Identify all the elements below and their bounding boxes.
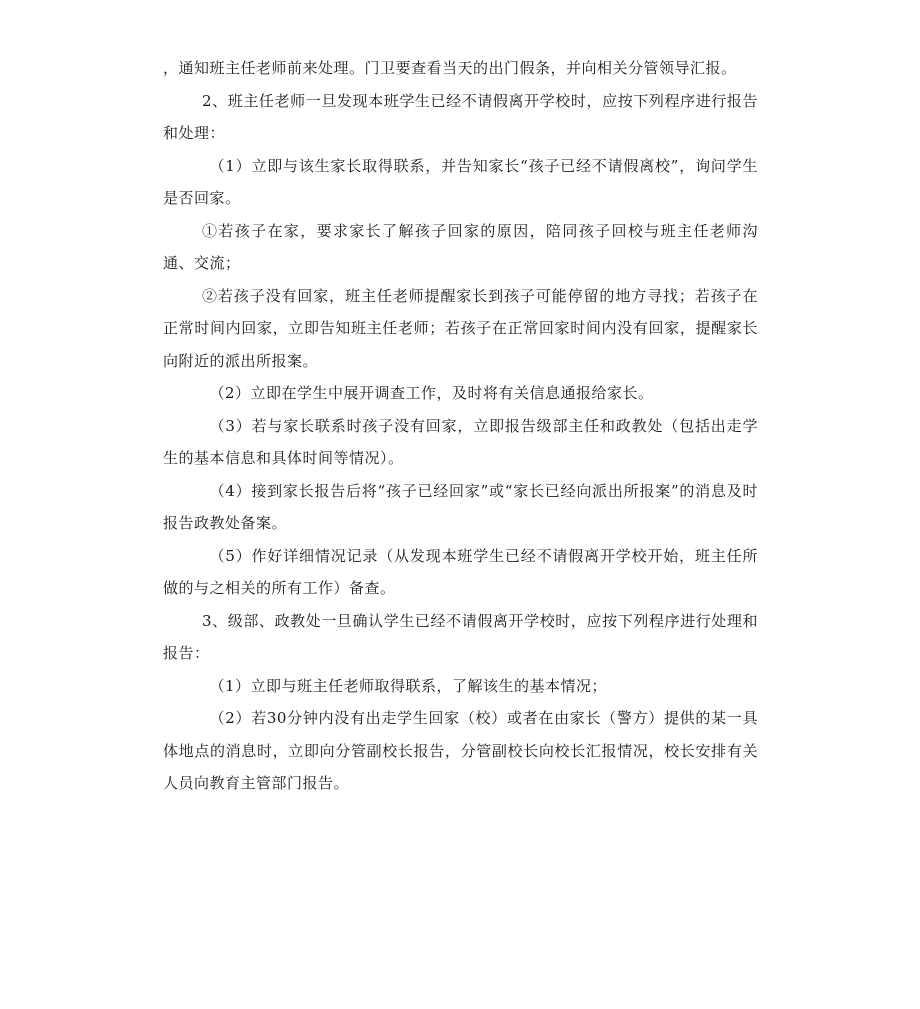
paragraph-2-item-3: （3）若与家长联系时孩子没有回家，立即报告级部主任和政教处（包括出走学生的基本信息和具体时间等情况）。 [163,416,758,467]
paragraph-3-item-2: （2）若30分钟内没有出走学生回家（校）或者在由家长（警方）提供的某一具体地点的消息时，立即向分管副校长报告，分管副校长向校长汇报情况，校长安排有关人员向教育主管部门报告。 [163,709,758,792]
paragraph-2-item-2: （2）立即在学生中展开调查工作，及时将有关信息通报给家长。 [209,384,654,402]
paragraph-section-2: 2、班主任老师一旦发现本班学生已经不请假离开学校时，应按下列程序进行报告和处理： [163,91,758,142]
paragraph-2-item-1-case-2: ②若孩子没有回家，班主任老师提醒家长到孩子可能停留的地方寻找；若孩子在正常时间内回家，立即告知班主任老师；若孩子在正常回家时间内没有回家，提醒家长向附近的派出所报案。 [163,286,758,370]
paragraph-continuation: ，通知班主任老师前来处理。门卫要查看当天的出门假条，并向相关分管领导汇报。 [163,59,737,77]
paragraph-2-item-4: （4）接到家长报告后将“孩子已经回家”或“家长已经向派出所报案”的消息及时报告政教处备案。 [163,481,758,532]
document-page [163,52,758,800]
paragraph-3-item-1: （1）立即与班主任老师取得联系，了解该生的基本情况； [209,676,608,695]
paragraph-2-item-5: （5）作好详细情况记录（从发现本班学生已经不请假离开学校开始，班主任所做的与之相关的所有工作）备查。 [163,546,758,597]
paragraph-2-item-1: （1）立即与该生家长取得联系，并告知家长“孩子已经不请假离校”，询问学生是否回家。 [163,156,758,207]
paragraph-2-item-1-case-1: ①若孩子在家，要求家长了解孩子回家的原因，陪同孩子回校与班主任老师沟通、交流； [163,221,758,272]
paragraph-section-3: 3、级部、政教处一旦确认学生已经不请假离开学校时，应按下列程序进行处理和报告： [163,611,758,662]
